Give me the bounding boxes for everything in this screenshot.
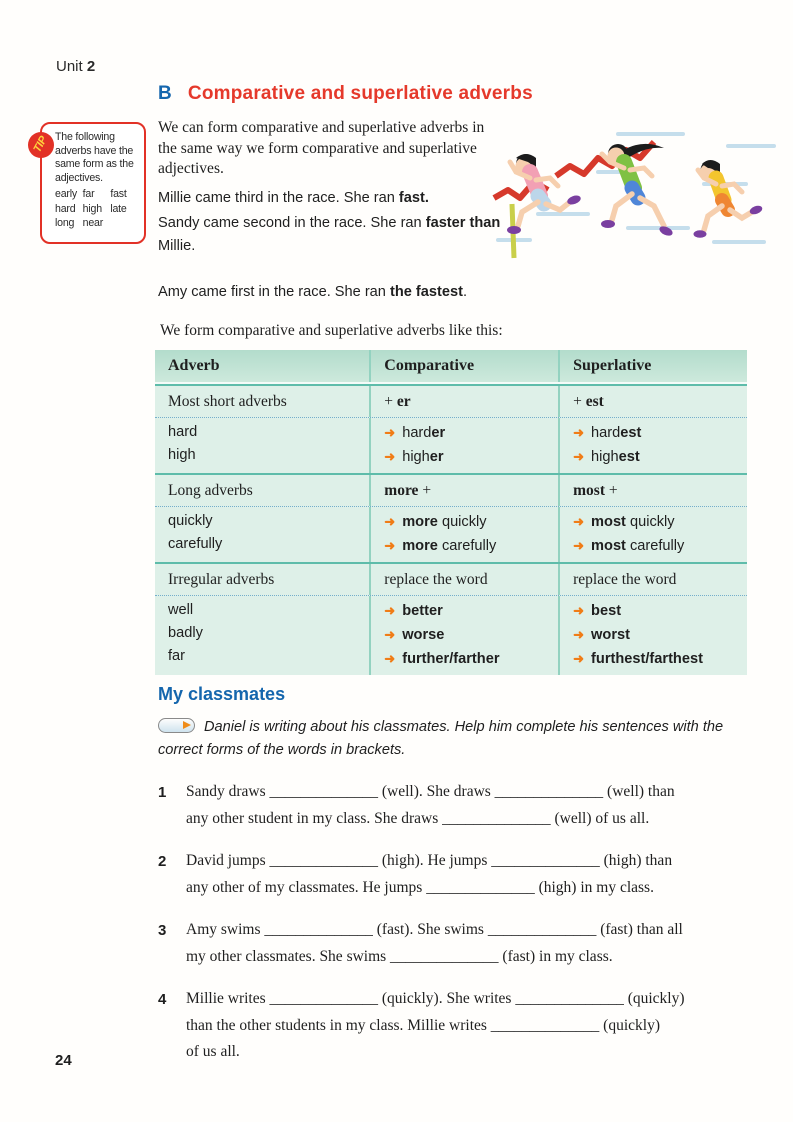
unit-word: Unit: [56, 58, 83, 75]
exercise-item: [158, 917, 774, 970]
text-segment: Millie came third in the race. She ran: [158, 189, 399, 206]
tip-adverb-list: [55, 188, 138, 231]
activity-instructions: [158, 716, 770, 762]
table-cell-line: [573, 599, 741, 623]
exercise-item: [158, 779, 774, 832]
table-caption: We form comparative and superlative adverbs like this:: [160, 322, 503, 339]
text-segment: er: [429, 449, 444, 465]
table-cell-line: [573, 623, 741, 647]
text-segment: +: [573, 393, 586, 410]
tip-adverb: high: [82, 202, 102, 215]
table-cell-line: [168, 622, 363, 645]
example-sentence: [158, 212, 503, 257]
table-cell: [558, 596, 747, 675]
arrow-icon: ➜: [573, 449, 585, 464]
table-row: [155, 595, 747, 675]
tip-adverb: hard: [55, 202, 76, 215]
table-row: [155, 384, 747, 417]
table-cell-line: [384, 391, 552, 412]
tip-badge-label: TIP: [31, 134, 50, 155]
text-segment: quickly: [441, 514, 487, 530]
table-cell-line: [384, 534, 552, 558]
text-segment: quickly: [168, 513, 213, 529]
tip-adverb: far: [82, 188, 95, 200]
text-segment: high: [591, 449, 619, 465]
text-segment: est: [620, 425, 642, 441]
table-cell-line: [168, 599, 363, 622]
race-illustration-image: [478, 112, 778, 264]
text-segment: more: [384, 482, 419, 499]
text-segment: carefully: [168, 536, 223, 552]
text-segment: badly: [168, 625, 203, 641]
text-segment: est: [585, 393, 604, 410]
table-cell-line: [168, 510, 363, 533]
intro-paragraph: We can form comparative and superlative adverbs in the same way we form comparative and superlative adjectives.: [158, 119, 485, 177]
text-segment: faster than: [425, 215, 501, 231]
table-cell: [155, 386, 369, 417]
section-title: Comparative and superlative adverbs: [187, 83, 533, 104]
example-sentence: [158, 284, 758, 300]
table-cell: [369, 507, 558, 562]
table-cell-line: [573, 480, 741, 501]
exercise-line: any other student in my class. She draws ______________ (well) of us all.: [186, 809, 650, 827]
table-header-cell: Superlative: [558, 350, 747, 382]
text-segment: .: [462, 284, 468, 300]
text-segment: er: [396, 393, 411, 410]
text-segment: hard: [591, 425, 621, 441]
exercise-line: Millie writes ______________ (quickly). She writes ______________ (quickly): [186, 990, 685, 1007]
text-segment: quickly: [629, 514, 675, 530]
exercise-line: my other classmates. She swims ______________ (fast) in my class.: [186, 947, 613, 965]
text-segment: er: [431, 425, 446, 441]
text-segment: +: [418, 482, 432, 499]
table-cell-line: [573, 510, 741, 534]
tip-box: [31, 122, 146, 244]
table-cell: [558, 507, 747, 562]
table-cell-line: [384, 623, 552, 647]
unit-label: [56, 58, 95, 75]
text-segment: far: [168, 648, 186, 664]
arrow-icon: ➜: [384, 603, 396, 618]
arrow-icon: ➜: [384, 651, 396, 666]
adverb-table: [155, 350, 747, 675]
page-number: 24: [55, 1052, 72, 1069]
text-segment: high: [402, 449, 430, 465]
table-cell-line: [573, 391, 741, 412]
unit-number: 2: [86, 58, 96, 75]
table-cell-line: [384, 421, 552, 445]
tip-badge-icon: [28, 132, 54, 158]
item-number: 1: [158, 784, 167, 801]
table-cell: [369, 596, 558, 675]
tip-adverb: long: [55, 217, 75, 229]
exercise-line: David jumps ______________ (high). He jumps ______________ (high) than: [186, 852, 673, 869]
table-cell-line: [168, 533, 363, 556]
section-letter: B: [158, 83, 172, 104]
arrow-icon: ➜: [573, 514, 585, 529]
arrow-icon: ➜: [573, 603, 585, 618]
table-cell: [369, 475, 558, 506]
arrow-icon: ➜: [384, 514, 396, 529]
intro-block: [158, 118, 503, 257]
table-cell-line: [573, 445, 741, 469]
text-segment: well: [168, 602, 194, 618]
table-cell-line: [168, 569, 363, 590]
arrow-icon: ➜: [573, 651, 585, 666]
table-cell: [155, 475, 369, 506]
text-segment: worst: [591, 627, 630, 643]
exercise-line: Sandy draws ______________ (well). She draws ______________ (well) than: [186, 783, 675, 800]
tip-text: The following adverbs have the same form as the adjectives.: [55, 131, 134, 184]
item-number: 3: [158, 922, 167, 939]
text-segment: Long adverbs: [168, 482, 253, 499]
exercise-line: of us all.: [186, 1043, 240, 1060]
text-segment: better: [402, 603, 443, 619]
arrow-icon: ➜: [384, 627, 396, 642]
table-header-cell: Adverb: [168, 357, 220, 374]
text-segment: Amy came first in the race. She ran: [158, 284, 390, 300]
exercise-list: [158, 779, 774, 1082]
arrow-icon: ➜: [573, 425, 585, 440]
arrow-icon: ➜: [573, 538, 585, 553]
table-cell: [369, 386, 558, 417]
table-cell-line: [573, 569, 741, 590]
example-sentences: [158, 187, 503, 258]
item-number: 4: [158, 991, 167, 1008]
race-illustration: [478, 112, 778, 264]
table-cell-line: [573, 421, 741, 445]
text-segment: most: [591, 538, 630, 554]
table-cell: [155, 418, 369, 473]
arrow-icon: ➜: [384, 449, 396, 464]
table-cell: [558, 386, 747, 417]
exercise-marker-icon: [158, 718, 195, 733]
tip-adverb: near: [82, 217, 104, 229]
text-segment: most: [573, 482, 605, 499]
text-segment: the fastest: [389, 284, 463, 300]
table-cell: [558, 564, 747, 595]
table-cell-line: [168, 645, 363, 668]
table-row: [155, 417, 747, 473]
tip-adverb: fast: [110, 188, 127, 200]
table-cell: [155, 596, 369, 675]
text-segment: more: [402, 538, 442, 554]
table-cell-line: [384, 647, 552, 671]
table-row: [155, 506, 747, 562]
item-number: 2: [158, 853, 167, 870]
table-header-cell: Comparative: [369, 350, 558, 382]
play-triangle-icon: [183, 721, 191, 729]
text-segment: carefully: [441, 538, 497, 554]
text-segment: worse: [402, 627, 445, 643]
text-segment: +: [605, 482, 618, 499]
text-segment: high: [168, 447, 196, 463]
text-segment: est: [618, 449, 640, 465]
exercise-item: [158, 986, 774, 1066]
table-header-row: [155, 350, 747, 384]
text-segment: furthest/farthest: [591, 651, 703, 667]
table-cell-line: [384, 510, 552, 534]
table-cell-line: [573, 647, 741, 671]
table-cell-line: [384, 445, 552, 469]
section-heading: [158, 83, 533, 105]
table-cell-line: [573, 534, 741, 558]
exercise-line: Amy swims ______________ (fast). She swims ______________ (fast) than all: [186, 921, 683, 938]
example-sentence: [158, 187, 503, 210]
text-segment: more: [402, 514, 442, 530]
table-cell-line: [384, 569, 552, 590]
text-segment: hard: [402, 425, 432, 441]
text-segment: hard: [168, 424, 198, 440]
text-segment: Most short adverbs: [168, 393, 287, 410]
text-segment: further/farther: [402, 651, 500, 667]
text-segment: replace the word: [573, 571, 677, 588]
table-cell-line: [168, 444, 363, 467]
text-segment: most: [591, 514, 630, 530]
exercise-line: than the other students in my class. Millie writes ______________ (quickly): [186, 1016, 660, 1034]
tip-adverb: early: [55, 188, 77, 200]
activity-heading: My classmates: [158, 684, 286, 704]
tip-adverb: late: [110, 202, 127, 215]
arrow-icon: ➜: [384, 538, 396, 553]
exercise-line: any other of my classmates. He jumps ______________ (high) in my class.: [186, 878, 654, 896]
text-segment: Irregular adverbs: [168, 571, 275, 588]
text-segment: best: [591, 603, 622, 619]
text-segment: Millie.: [158, 237, 196, 254]
text-segment: Sandy came second in the race. She ran: [158, 215, 426, 231]
arrow-icon: ➜: [384, 425, 396, 440]
table-cell: [369, 564, 558, 595]
text-segment: replace the word: [384, 571, 488, 588]
exercise-item: [158, 848, 774, 901]
table-cell: [155, 507, 369, 562]
table-row: [155, 562, 747, 595]
table-row: [155, 473, 747, 506]
text-segment: carefully: [629, 538, 685, 554]
runner-girl-3: [694, 160, 764, 238]
text-segment: +: [384, 393, 397, 410]
table-cell-line: [168, 480, 363, 501]
table-cell-line: [168, 391, 363, 412]
arrow-icon: ➜: [573, 627, 585, 642]
table-cell: [369, 418, 558, 473]
table-cell-line: [168, 421, 363, 444]
table-cell-line: [384, 480, 552, 501]
table-cell: [558, 475, 747, 506]
table-cell: [558, 418, 747, 473]
table-cell-line: [384, 599, 552, 623]
text-segment: fast.: [398, 189, 429, 206]
table-cell: [155, 564, 369, 595]
instructions-text: Daniel is writing about his classmates. Help him complete his sentences with the correct forms of the words in brackets.: [158, 719, 724, 758]
